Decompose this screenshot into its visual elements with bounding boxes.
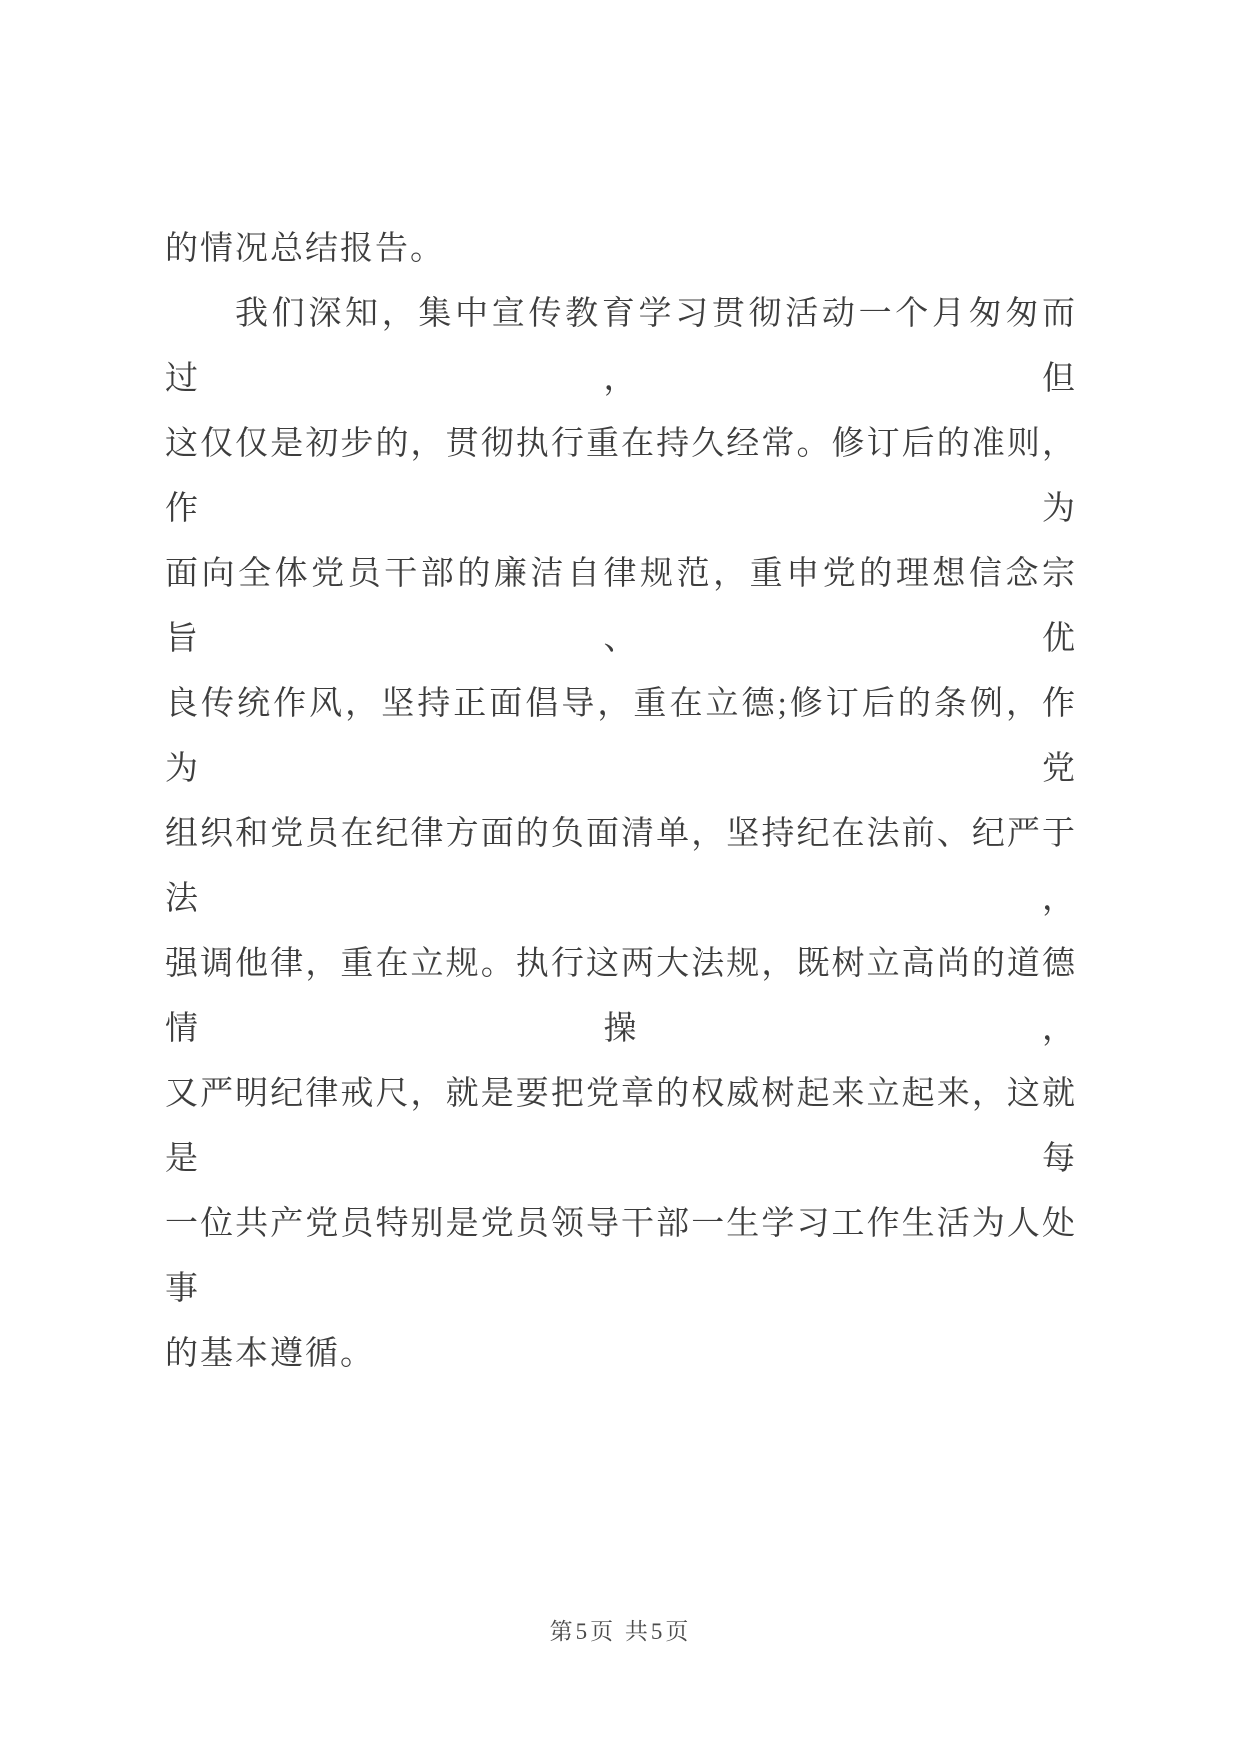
page-footer (0, 1616, 1241, 1648)
page-number-indicator: 第5页 共5页 (549, 1619, 692, 1644)
text-line: 组织和党员在纪律方面的负面清单，坚持纪在法前、纪严于法， (165, 816, 1077, 917)
text-line: 我们深知，集中宣传教育学习贯彻活动一个月匆匆而过，但 (165, 296, 1077, 397)
text-line: 又严明纪律戒尺，就是要把党章的权威树起来立起来，这就是每 (165, 1076, 1077, 1177)
text-line: 这仅仅是初步的，贯彻执行重在持久经常。修订后的准则，作为 (165, 426, 1077, 527)
text-line: 的基本遵循。 (165, 1336, 375, 1372)
text-line: 强调他律，重在立规。执行这两大法规，既树立高尚的道德情操， (165, 946, 1077, 1047)
text-line: 的情况总结报告。 (165, 231, 445, 267)
text-line: 一位共产党员特别是党员领导干部一生学习工作生活为人处事 (165, 1206, 1077, 1307)
text-line: 良传统作风，坚持正面倡导，重在立德;修订后的条例，作为党 (165, 686, 1077, 787)
document-body (165, 217, 1077, 1387)
text-line: 面向全体党员干部的廉洁自律规范，重申党的理想信念宗旨、优 (165, 556, 1077, 657)
